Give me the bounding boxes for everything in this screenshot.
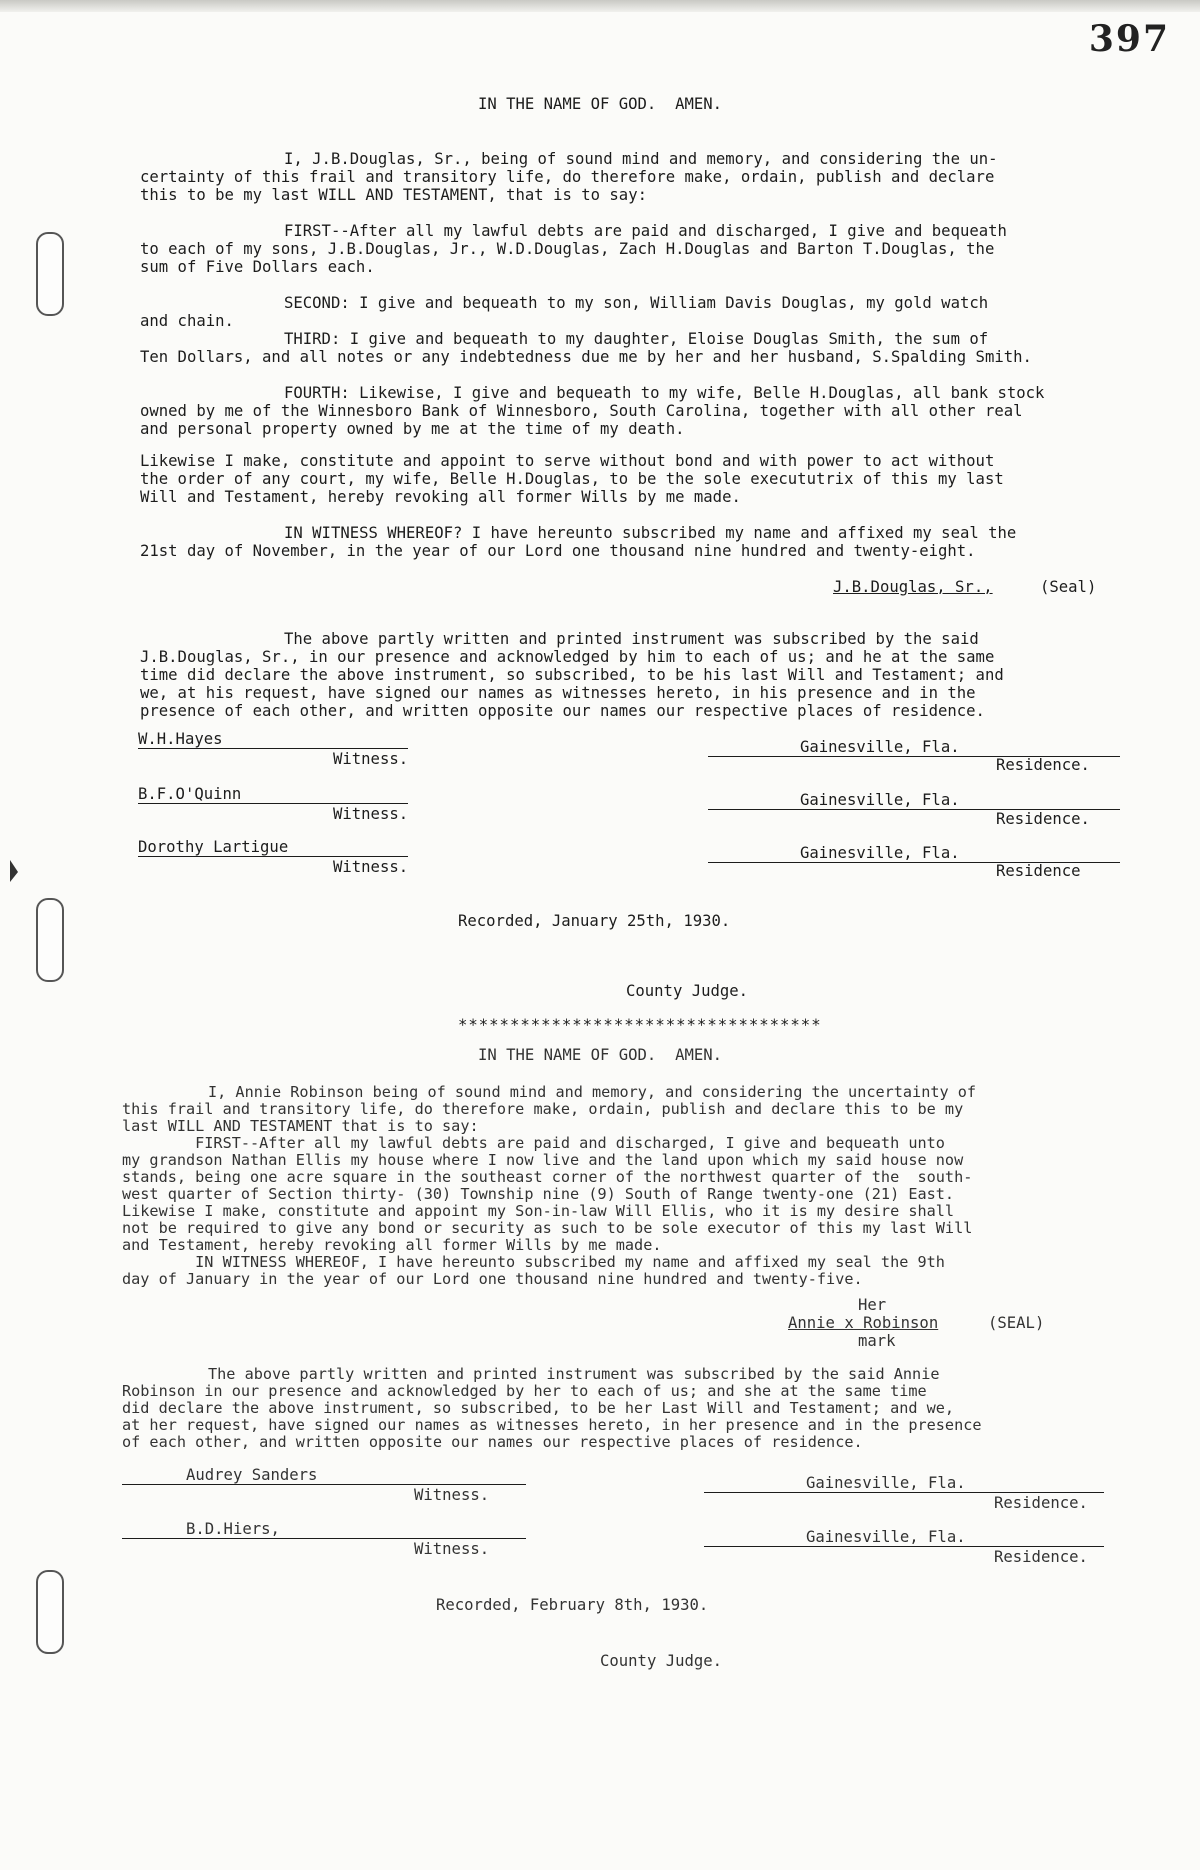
will1-third: THIRD: I give and bequeath to my daughter, Eloise Douglas Smith, the sum of Ten Dollars, and all notes or any indebtedness due me by her and her husband, S.Spalding Smith. bbox=[140, 330, 1032, 366]
witness-label: Witness. bbox=[333, 858, 409, 876]
signature-line bbox=[122, 1538, 526, 1539]
residence-label: Residence bbox=[996, 862, 1081, 880]
separator: *********************************** bbox=[458, 1016, 822, 1034]
will1-seal: (Seal) bbox=[1040, 578, 1097, 596]
residence-value: Gainesville, Fla. bbox=[800, 791, 960, 809]
will2-mark: mark bbox=[858, 1332, 896, 1350]
margin-mark-icon bbox=[8, 860, 20, 882]
will1-attestation: The above partly written and printed instrument was subscribed by the said J.B.Douglas, Sr., in our presence and acknowledged by him to each of us; and he at the same time did declare the above instrument, so subscribed, to be his last Will and Testament; and we, at his request, have signed our names as witnesses hereto, in his presence and in the presence of each other, and written opposite our names our respective places of residence. bbox=[140, 630, 1004, 720]
witness-label: Witness. bbox=[414, 1486, 490, 1504]
signature-line bbox=[138, 856, 408, 857]
will2-body: I, Annie Robinson being of sound mind and memory, and considering the uncertainty of this frail and transitory life, do therefore make, ordain, publish and declare this to be my last WILL AND TESTAMENT that is to say: FIRST--After all my lawful debts are paid and discharged, I give and bequeath unto my grandson Nathan Ellis my house where I now live and the land upon which my said house now stands, being one acre square in the southeast corner of the northwest quarter of the south- west quarter of Section thirty- (30) Township nine (9) South of Range twenty-one (21) East. Likewise I make, constitute and appoint my Son-in-law Will Ellis, who it is my desire shall not be required to give any bond or security as such to be sole executor of this my last Will and Testament, hereby revoking all former Wills by me made. IN WITNESS WHEREOF, I have hereunto subscribed my name and affixed my seal the 9th day of January in the year of our Lord one thousand nine hundred and twenty-five. bbox=[122, 1083, 977, 1288]
witness-name: B.F.O'Quinn bbox=[138, 785, 242, 803]
signature-line bbox=[704, 1546, 1104, 1547]
page-number: 397 bbox=[1088, 18, 1170, 60]
will1-signature: J.B.Douglas, Sr., bbox=[833, 578, 993, 596]
will1-heading: IN THE NAME OF GOD. AMEN. bbox=[477, 95, 723, 113]
will1-intro: I, J.B.Douglas, Sr., being of sound mind and memory, and considering the un- certainty of this frail and transitory life, do therefore make, ordain, publish and declare this to be my last WILL AND TESTAMENT, that is to say: bbox=[140, 150, 998, 204]
witness-name: W.H.Hayes bbox=[138, 730, 223, 748]
binder-hole bbox=[36, 1570, 64, 1654]
will1-fourth: FOURTH: Likewise, I give and bequeath to my wife, Belle H.Douglas, all bank stock owned by me of the Winnesboro Bank of Winnesboro, South Carolina, together with all other real and personal property owned by me at the time of my death. bbox=[140, 384, 1045, 438]
witness-label: Witness. bbox=[333, 805, 409, 823]
witness-name: Dorothy Lartigue bbox=[138, 838, 289, 856]
will1-county-judge: County Judge. bbox=[626, 982, 749, 1000]
will1-first: FIRST--After all my lawful debts are paid and discharged, I give and bequeath to each of my sons, J.B.Douglas, Jr., W.D.Douglas, Zach H.Douglas and Barton T.Douglas, the sum of Five Dollars each. bbox=[140, 222, 1007, 276]
signature-line bbox=[138, 748, 408, 749]
signature-line bbox=[704, 1492, 1104, 1493]
residence-value: Gainesville, Fla. bbox=[800, 738, 960, 756]
binder-hole bbox=[36, 232, 64, 316]
scan-edge bbox=[0, 0, 1200, 12]
will2-recorded: Recorded, February 8th, 1930. bbox=[436, 1596, 709, 1614]
residence-label: Residence. bbox=[994, 1494, 1088, 1512]
residence-value: Gainesville, Fla. bbox=[800, 844, 960, 862]
residence-value: Gainesville, Fla. bbox=[806, 1528, 966, 1546]
witness-name: Audrey Sanders bbox=[186, 1466, 318, 1484]
will1-recorded: Recorded, January 25th, 1930. bbox=[458, 912, 731, 930]
witness-name: B.D.Hiers, bbox=[186, 1520, 280, 1538]
will1-witness-clause: IN WITNESS WHEREOF? I have hereunto subscribed my name and affixed my seal the 21st day of November, in the year of our Lord one thousand nine hundred and twenty-eight. bbox=[140, 524, 1017, 560]
will1-second: SECOND: I give and bequeath to my son, William Davis Douglas, my gold watch and chain. bbox=[140, 294, 989, 330]
residence-value: Gainesville, Fla. bbox=[806, 1474, 966, 1492]
witness-label: Witness. bbox=[414, 1540, 490, 1558]
witness-label: Witness. bbox=[333, 750, 409, 768]
will2-heading: IN THE NAME OF GOD. AMEN. bbox=[477, 1046, 723, 1064]
will2-signature: Annie x Robinson bbox=[788, 1314, 939, 1332]
signature-line bbox=[138, 803, 408, 804]
will1-executor: Likewise I make, constitute and appoint to serve without bond and with power to act without the order of any court, my wife, Belle H.Douglas, to be the sole execututrix of this my last Will and Testament, hereby revoking all former Wills by me made. bbox=[140, 452, 1004, 506]
will2-county-judge: County Judge. bbox=[600, 1652, 723, 1670]
residence-label: Residence. bbox=[994, 1548, 1088, 1566]
will2-attestation: The above partly written and printed instrument was subscribed by the said Annie Robinson in our presence and acknowledged by her to each of us; and she at the same time did declare the above instrument, so subscribed, to be her Last Will and Testament; and we, at her request, have signed our names as witnesses hereto, in her presence and in the presence of each other, and written opposite our names our respective places of residence. bbox=[122, 1365, 982, 1451]
residence-label: Residence. bbox=[996, 756, 1090, 774]
will2-her: Her bbox=[858, 1296, 887, 1314]
will2-seal: (SEAL) bbox=[988, 1314, 1045, 1332]
binder-hole bbox=[36, 898, 64, 982]
signature-line bbox=[122, 1484, 526, 1485]
residence-label: Residence. bbox=[996, 810, 1090, 828]
